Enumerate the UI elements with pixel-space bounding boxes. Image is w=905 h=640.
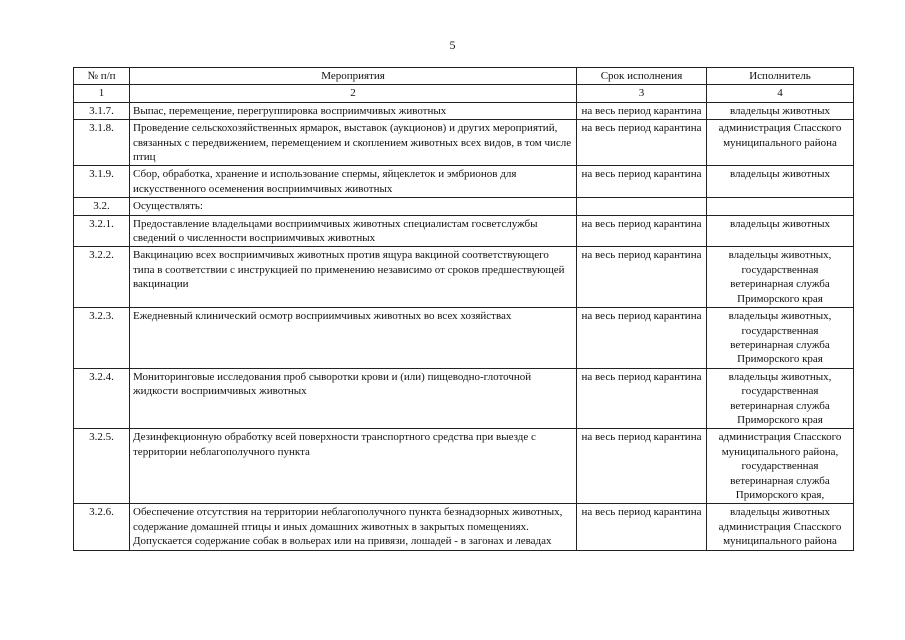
- table-row: [74, 368, 854, 429]
- row-number: 3.2.: [74, 198, 130, 215]
- header-executor: Исполнитель: [707, 68, 854, 85]
- table-row: [74, 198, 854, 215]
- row-number: 3.2.3.: [74, 308, 130, 369]
- table-row: [74, 247, 854, 308]
- term-text: на весь период карантина: [577, 308, 707, 369]
- row-number: 3.1.8.: [74, 120, 130, 166]
- row-number: 3.1.7.: [74, 102, 130, 119]
- measure-text: Предоставление владельцами восприимчивых животных специалистам госветслужбы сведений о численности восприимчивых животных: [130, 215, 577, 247]
- column-number: 1: [74, 85, 130, 102]
- executor-line: государственная: [741, 385, 819, 398]
- executor-cell: [707, 429, 854, 504]
- row-number: 3.2.1.: [74, 215, 130, 247]
- term-text: [577, 198, 707, 215]
- table-row: [74, 215, 854, 247]
- column-number: 2: [130, 85, 577, 102]
- executor-line: муниципального района: [723, 535, 837, 548]
- executor-cell: [707, 504, 854, 550]
- row-number: 3.2.4.: [74, 368, 130, 429]
- executor-line: Приморского края: [737, 292, 823, 305]
- executor-line: государственная: [741, 263, 819, 276]
- table-body: [74, 102, 854, 550]
- executor-line: Приморского края: [737, 413, 823, 426]
- term-text: на весь период карантина: [577, 166, 707, 198]
- executor-line: ветеринарная служба: [730, 338, 830, 351]
- executor-line: администрация Спасского: [718, 122, 842, 135]
- header-measures: Мероприятия: [130, 68, 577, 85]
- executor-line: ветеринарная служба: [730, 399, 830, 412]
- measure-text: Мониторинговые исследования проб сыворотки крови и (или) пищеводно-глоточной жидкости восприимчивых животных: [130, 368, 577, 429]
- executor-line: администрация Спасского: [718, 520, 842, 533]
- term-text: на весь период карантина: [577, 120, 707, 166]
- executor-cell: [707, 198, 854, 215]
- header-number: № п/п: [74, 68, 130, 85]
- term-text: на весь период карантина: [577, 504, 707, 550]
- executor-cell: [707, 120, 854, 166]
- executor-cell: [707, 368, 854, 429]
- executor-line: администрация Спасского: [718, 431, 842, 444]
- executor-cell: [707, 102, 854, 119]
- executor-line: владельцы животных: [730, 217, 830, 230]
- term-text: на весь период карантина: [577, 429, 707, 504]
- executor-line: владельцы животных,: [728, 249, 832, 262]
- table-row: [74, 166, 854, 198]
- executor-line: владельцы животных: [730, 506, 830, 519]
- measure-text: Ежедневный клинический осмотр восприимчивых животных во всех хозяйствах: [130, 308, 577, 369]
- table-row: [74, 308, 854, 369]
- measure-text: Сбор, обработка, хранение и использование спермы, яйцеклеток и эмбрионов для искусственного осеменения восприимчивых животных: [130, 166, 577, 198]
- table-header-row: [74, 68, 854, 85]
- executor-line: ветеринарная служба: [730, 278, 830, 291]
- executor-line: владельцы животных,: [728, 310, 832, 323]
- executor-line: владельцы животных,: [728, 370, 832, 383]
- measure-text: Обеспечение отсутствия на территории неблагополучного пункта безнадзорных животных, содержание домашней птицы и иных домашних животных в закрытых помещениях. Допускается содержание собак в вольерах или на привязи, лошадей - в загонах и левадах: [130, 504, 577, 550]
- header-term: Срок исполнения: [577, 68, 707, 85]
- column-number: 4: [707, 85, 854, 102]
- measure-text: Выпас, перемещение, перегруппировка восприимчивых животных: [130, 102, 577, 119]
- executor-line: Приморского края,: [735, 488, 825, 501]
- executor-cell: [707, 247, 854, 308]
- executor-line: владельцы животных: [730, 104, 830, 117]
- table-row: [74, 120, 854, 166]
- term-text: на весь период карантина: [577, 368, 707, 429]
- row-number: 3.2.5.: [74, 429, 130, 504]
- executor-cell: [707, 308, 854, 369]
- executor-line: государственная: [741, 324, 819, 337]
- column-number-row: [74, 85, 854, 102]
- executor-line: муниципального района,: [721, 445, 839, 458]
- executor-line: владельцы животных: [730, 168, 830, 181]
- term-text: на весь период карантина: [577, 247, 707, 308]
- measures-table: [73, 67, 854, 551]
- measure-text: Проведение сельскохозяйственных ярмарок, выставок (аукционов) и других мероприятий, связанных с передвижением, перемещением и скоплением животных всех видов, в том числе птиц: [130, 120, 577, 166]
- table-row: [74, 429, 854, 504]
- term-text: на весь период карантина: [577, 215, 707, 247]
- measure-text: Вакцинацию всех восприимчивых животных против ящура вакциной соответствующего типа в соответствии с инструкцией по применению независимо от сроков предшествующей вакцинации: [130, 247, 577, 308]
- executor-line: государственная: [741, 460, 819, 473]
- row-number: 3.2.2.: [74, 247, 130, 308]
- executor-line: ветеринарная служба: [730, 474, 830, 487]
- row-number: 3.1.9.: [74, 166, 130, 198]
- executor-line: Приморского края: [737, 353, 823, 366]
- executor-line: муниципального района: [723, 136, 837, 149]
- measure-text: Дезинфекционную обработку всей поверхности транспортного средства при выезде с территории неблагополучного пункта: [130, 429, 577, 504]
- table-row: [74, 504, 854, 550]
- executor-cell: [707, 215, 854, 247]
- column-number: 3: [577, 85, 707, 102]
- term-text: на весь период карантина: [577, 102, 707, 119]
- measure-text: Осуществлять:: [130, 198, 577, 215]
- executor-cell: [707, 166, 854, 198]
- page-number: 5: [449, 38, 456, 52]
- table-row: [74, 102, 854, 119]
- row-number: 3.2.6.: [74, 504, 130, 550]
